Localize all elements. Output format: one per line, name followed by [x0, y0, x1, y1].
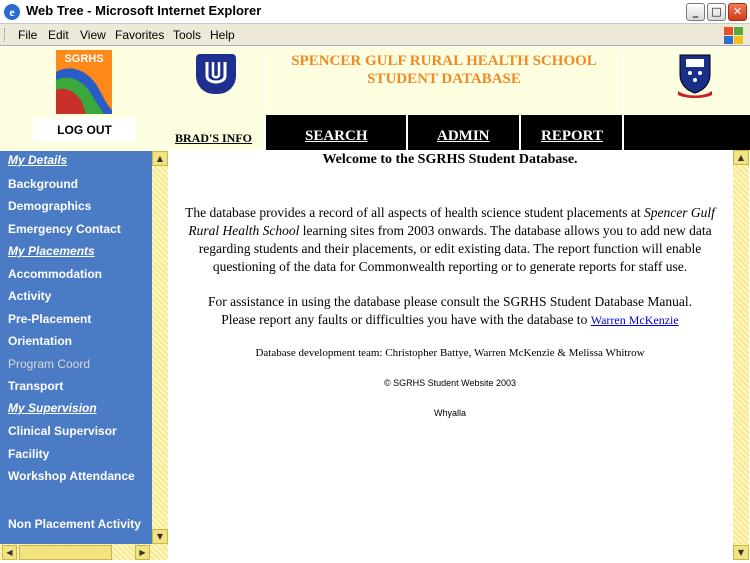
intro-line-4: questioning of the data for Commonwealth reporting or to generate reports for staff use. — [212, 259, 688, 274]
nav-section-my-details[interactable]: My Details — [8, 153, 68, 167]
nav-item-pre-placement[interactable]: Pre-Placement — [8, 312, 92, 326]
nav-item-non-placement-activity[interactable]: Non Placement Activity — [8, 517, 141, 531]
tab-search[interactable]: SEARCH — [305, 128, 368, 144]
university-crest-logo — [676, 53, 714, 99]
tab-divider — [622, 115, 624, 150]
menu-view[interactable]: View — [80, 28, 106, 42]
intro-line-2: Rural Health School learning sites from 2003 onwards. The database allows you to add new data — [188, 223, 712, 238]
report-faults-line: Please report any faults or difficulties you have with the database to Warren McKenzie — [221, 312, 679, 327]
nav-item-background[interactable]: Background — [8, 177, 79, 191]
contact-link[interactable]: Warren McKenzie — [590, 313, 679, 327]
windows-logo-icon — [723, 26, 743, 44]
menu-edit[interactable]: Edit — [48, 28, 69, 42]
scroll-down-icon[interactable]: ▼ — [733, 545, 749, 560]
nav-item-emergency-contact[interactable]: Emergency Contact — [8, 222, 121, 236]
tab-divider — [519, 115, 521, 150]
header-divider — [622, 50, 623, 114]
menu-tools[interactable]: Tools — [173, 28, 202, 42]
nav-item-transport[interactable]: Transport — [8, 379, 64, 393]
sgrhs-logo — [56, 50, 112, 114]
main-vertical-scrollbar[interactable] — [733, 150, 749, 560]
nav-item-clinical-supervisor[interactable]: Clinical Supervisor — [8, 424, 117, 438]
dev-team-text: Database development team: Christopher Battye, Warren McKenzie & Melissa Whitrow — [255, 347, 645, 359]
nav-item-workshop-attendance[interactable]: Workshop Attendance — [8, 469, 135, 483]
window-title: Web Tree - Microsoft Internet Explorer — [26, 3, 262, 18]
intro-line-3: regarding students and their placements, or edit existing data. The report function will enable — [198, 241, 702, 256]
nav-item-program-coord[interactable]: Program Coord — [8, 357, 91, 371]
assistance-line: For assistance in using the database please consult the SGRHS Student Database Manual. — [207, 294, 693, 309]
menu-favorites[interactable]: Favorites — [115, 28, 165, 42]
intro-line-1: The database provides a record of all aspects of health science student placements at Spencer Gulf — [185, 205, 715, 220]
tab-divider — [406, 115, 408, 150]
tab-brads-info[interactable]: BRAD'S INFO — [175, 131, 253, 145]
nav-section-my-supervision[interactable]: My Supervision — [8, 401, 97, 415]
menu-bar — [0, 24, 750, 46]
nav-item-orientation[interactable]: Orientation — [8, 334, 73, 348]
tab-divider — [264, 115, 266, 150]
scroll-down-icon[interactable]: ▼ — [152, 529, 168, 544]
nav-item-activity[interactable]: Activity — [8, 289, 52, 303]
horizontal-scroll-thumb[interactable] — [19, 545, 112, 560]
close-button[interactable]: ✕ — [728, 3, 747, 21]
tab-report[interactable]: REPORT — [541, 128, 603, 144]
nav-section-my-placements[interactable]: My Placements — [8, 244, 95, 258]
header-title-line2: STUDENT DATABASE — [367, 71, 521, 87]
menu-help[interactable]: Help — [210, 28, 235, 42]
location-text: Whyalla — [433, 408, 466, 418]
header-divider — [264, 50, 265, 114]
minimize-button[interactable]: _ — [686, 3, 705, 21]
scroll-left-icon[interactable]: ◀ — [2, 545, 17, 560]
toolbar-grip[interactable] — [4, 28, 6, 42]
scroll-right-icon[interactable]: ▶ — [135, 545, 150, 560]
tab-admin[interactable]: ADMIN — [437, 128, 490, 144]
scroll-up-icon[interactable]: ▲ — [733, 150, 749, 165]
nav-item-demographics[interactable]: Demographics — [8, 199, 92, 213]
sgrhs-logo-text: SGRHS — [64, 53, 104, 65]
welcome-heading: Welcome to the SGRHS Student Database. — [322, 152, 578, 167]
header-title-line1: SPENCER GULF RURAL HEALTH SCHOOL — [291, 53, 597, 69]
menu-file[interactable]: File — [18, 28, 38, 42]
scroll-up-icon[interactable]: ▲ — [152, 151, 168, 166]
maximize-button[interactable]: □ — [707, 3, 726, 21]
nav-item-facility[interactable]: Facility — [8, 447, 50, 461]
nav-item-accommodation[interactable]: Accommodation — [8, 267, 103, 281]
logout-button[interactable]: LOG OUT — [33, 118, 136, 142]
university-logo — [196, 54, 236, 94]
copyright-text: © SGRHS Student Website 2003 — [383, 378, 517, 388]
ie-icon: e — [4, 4, 20, 20]
